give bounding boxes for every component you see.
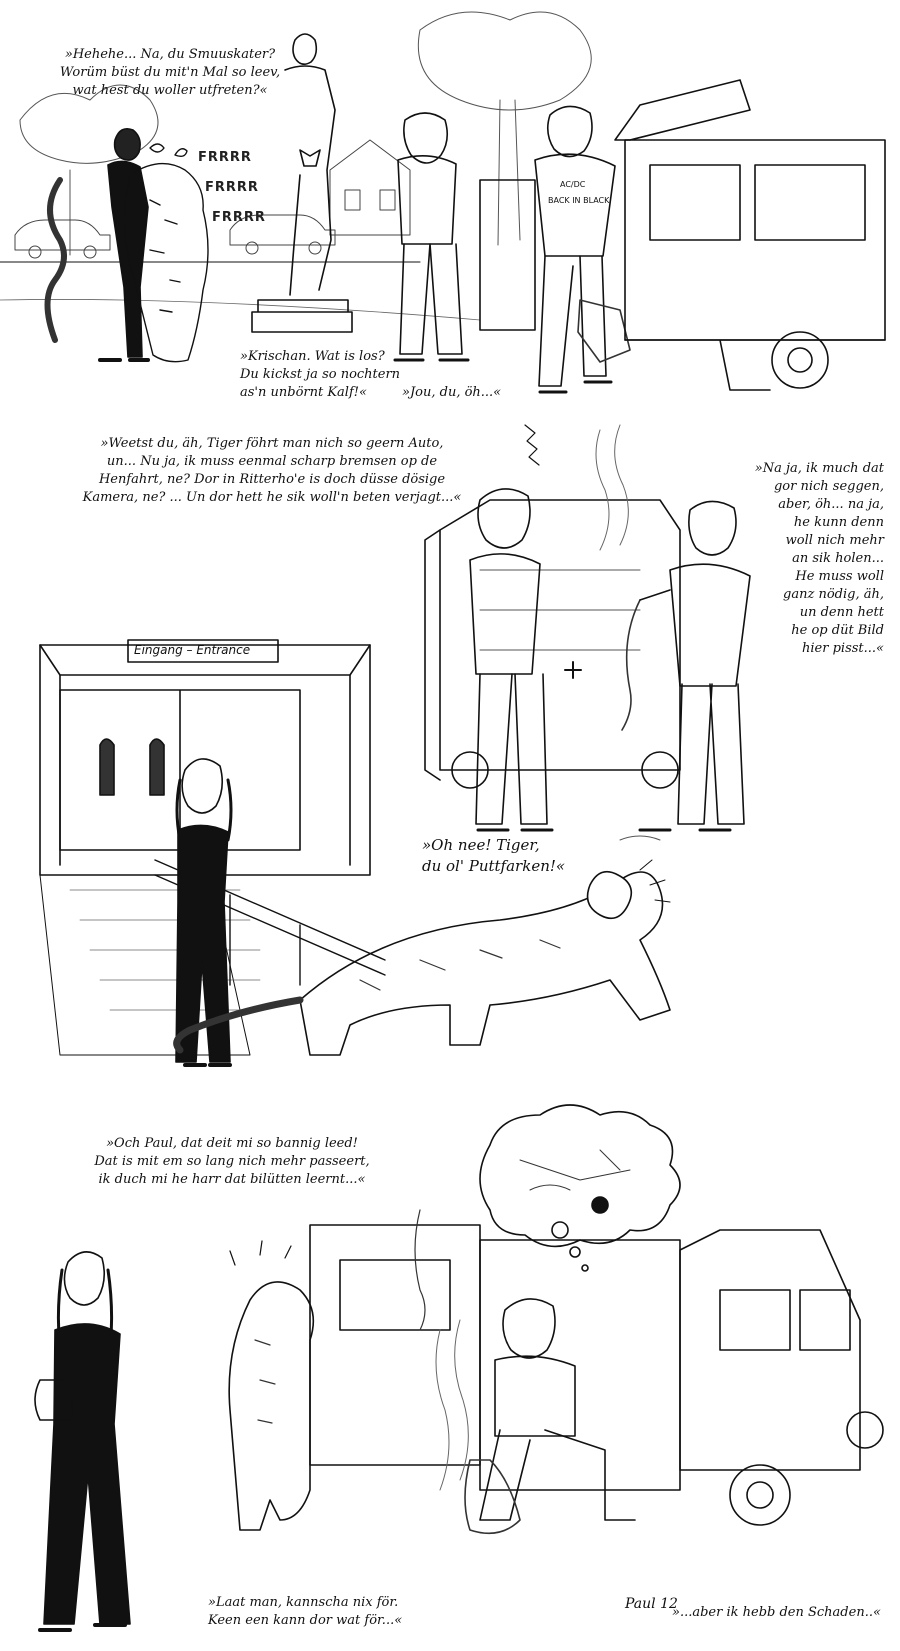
speech-line: as'n unbörnt Kalf!« (240, 385, 367, 400)
speech-line: »Weetst du, äh, Tiger föhrt man nich so geern Auto, (100, 436, 444, 451)
speech-line: un... Nu ja, ik muss eenmal scharp bremsen op de (106, 454, 438, 469)
sfx-purr-2: FRRRR (205, 180, 259, 195)
speech-line: ik duch mi he harr dat bilütten leernt...« (98, 1172, 366, 1187)
speech-line: gor nich seggen, (773, 479, 884, 494)
speech-line: »Laat man, kannscha nix för. (208, 1595, 399, 1610)
sitting-man-figure (465, 1299, 635, 1533)
speech-bubble-woman-p4 (82, 1135, 382, 1189)
speech-line: woll nich mehr (785, 533, 884, 548)
speech-bubble-man-p4-left (208, 1594, 428, 1630)
speech-line: »Krischan. Wat is los? (240, 349, 385, 364)
woman-figure-3 (35, 1252, 130, 1630)
bearded-man-figure (395, 113, 468, 360)
speech-line: he op düt Bild (791, 623, 884, 638)
speech-line: »Hehehe... Na, du Smuuskater? (64, 47, 276, 62)
speech-line: Keen een kann dor wat för...« (208, 1613, 403, 1628)
speech-line: »Na ja, ik much dat (754, 461, 884, 476)
speech-line: »Och Paul, dat deit mi so bannig leed! (106, 1136, 358, 1151)
speech-line: wat hest du woller utfreten?« (72, 83, 268, 98)
speech-line: Kamera, ne? ... Un dor hett he sik woll'n beten verjagt...« (82, 490, 462, 505)
speech-line: Du kickst ja so nochtern (240, 367, 401, 382)
speech-bubble-driver-p2-right (722, 460, 884, 658)
speech-bubble-woman-p3 (422, 835, 642, 877)
sfx-purr-1: FRRRR (198, 150, 252, 165)
speech-line: he kunn denn (793, 515, 884, 530)
speech-bubble-driver-p1 (402, 384, 542, 402)
speech-line: Dat is mit em so lang nich mehr passeert, (94, 1154, 370, 1169)
speech-line: hier pisst...« (802, 641, 884, 656)
bearded-man-figure-2 (470, 489, 552, 830)
speech-line: Henfahrt, ne? Dor in Ritterho'e is doch düsse dösige (98, 472, 446, 487)
tiger-figure-2 (177, 860, 670, 1055)
tiger-figure-3 (229, 1241, 313, 1530)
shirt-band-name: AC/DC (560, 180, 586, 189)
speech-line: He muss woll (795, 569, 884, 584)
speech-bubble-driver-p2 (42, 435, 502, 507)
van-back-figure (425, 500, 680, 788)
woman-figure (100, 129, 148, 360)
sfx-purr-3: FRRRR (212, 210, 266, 225)
artist-signature: Paul 12 (625, 1596, 678, 1612)
shirt-album-name: BACK IN BLACK (548, 196, 610, 205)
speech-line: Worüm büst du mit'n Mal so leev, (59, 65, 281, 80)
speech-line: ganz nödig, äh, (783, 587, 884, 602)
speech-line: aber, öh... na ja, (778, 497, 884, 512)
speech-line: du ol' Puttfarken!« (422, 857, 566, 875)
speech-line: un denn hett (799, 605, 884, 620)
speech-line: »...aber ik hebb den Schaden..« (672, 1605, 881, 1620)
driver-figure (535, 106, 630, 392)
thought-bubble-icon (480, 1105, 680, 1271)
speech-line: »Jou, du, öh...« (402, 385, 502, 400)
building-icon (330, 140, 410, 235)
entrance-sign: Eingang – Entrance (134, 643, 251, 657)
speech-bubble-woman-p1 (50, 46, 290, 100)
speech-bubble-man-p4-right (672, 1604, 881, 1622)
speech-line: »Oh nee! Tiger, (422, 836, 540, 854)
speech-line: an sik holen... (792, 551, 884, 566)
van-figure-2 (310, 1225, 883, 1525)
